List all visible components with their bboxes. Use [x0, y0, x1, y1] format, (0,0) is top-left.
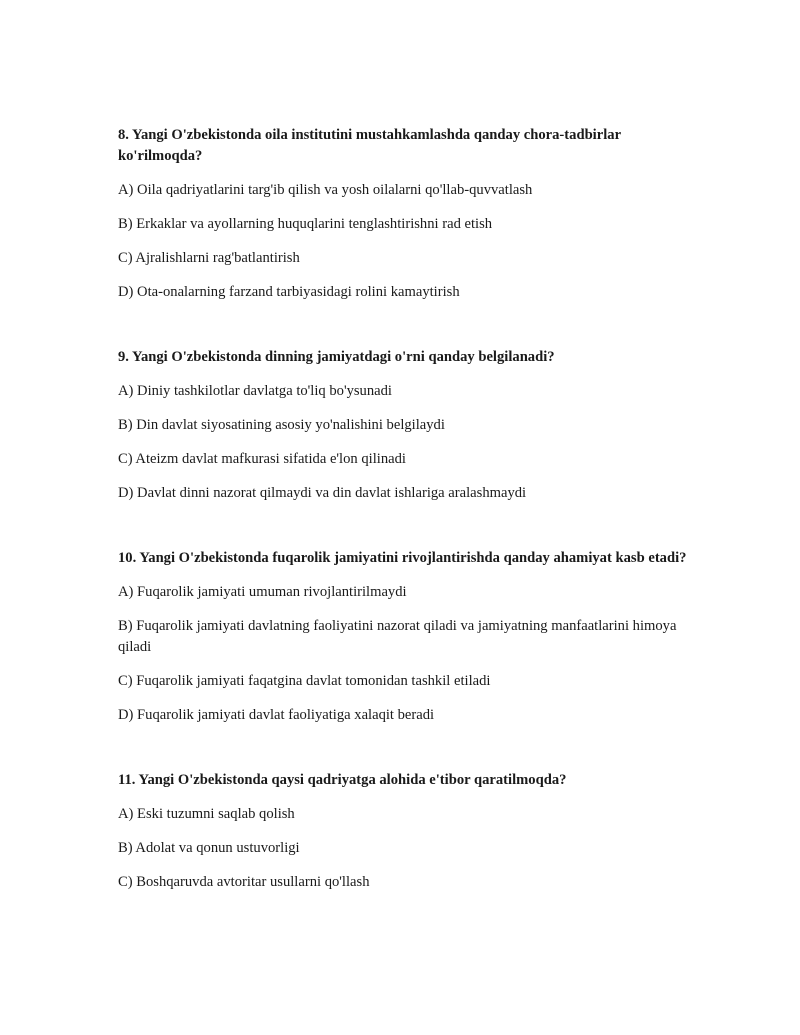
answer-option-a: A) Fuqarolik jamiyati umuman rivojlantirilmaydi: [118, 584, 407, 600]
question-10: [118, 548, 688, 726]
question-title: 11. Yangi O'zbekistonda qaysi qadriyatga alohida e'tibor qaratilmoqda?: [118, 772, 567, 788]
answer-option-b: B) Din davlat siyosatining asosiy yo'nalishini belgilaydi: [118, 417, 445, 433]
answer-option-a: A) Oila qadriyatlarini targ'ib qilish va yosh oilalarni qo'llab-quvvatlash: [118, 182, 533, 198]
answer-option-b: B) Erkaklar va ayollarning huquqlarini tenglashtirishni rad etish: [118, 216, 493, 232]
question-title: 10. Yangi O'zbekistonda fuqarolik jamiyatini rivojlantirishda qanday ahamiyat kasb etadi?: [118, 550, 687, 566]
answer-option-a: A) Eski tuzumni saqlab qolish: [118, 806, 295, 822]
answer-option-b: B) Fuqarolik jamiyati davlatning faoliyatini nazorat qiladi va jamiyatning manfaatlarini himoya qiladi: [118, 618, 677, 655]
answer-option-c: C) Boshqaruvda avtoritar usullarni qo'llash: [118, 874, 370, 890]
question-11: [118, 770, 688, 893]
answer-option-d: D) Fuqarolik jamiyati davlat faoliyatiga xalaqit beradi: [118, 707, 435, 723]
document-page: [118, 125, 688, 906]
answer-option-d: D) Davlat dinni nazorat qilmaydi va din davlat ishlariga aralashmaydi: [118, 485, 527, 501]
question-title: 8. Yangi O'zbekistonda oila institutini mustahkamlashda qanday chora-tadbirlar ko'rilmoqda?: [118, 127, 621, 164]
question-title: 9. Yangi O'zbekistonda dinning jamiyatdagi o'rni qanday belgilanadi?: [118, 349, 555, 365]
answer-option-c: C) Fuqarolik jamiyati faqatgina davlat tomonidan tashkil etiladi: [118, 673, 491, 689]
answer-option-a: A) Diniy tashkilotlar davlatga to'liq bo'ysunadi: [118, 383, 392, 399]
answer-option-c: C) Ajralishlarni rag'batlantirish: [118, 250, 300, 266]
answer-option-d: D) Ota-onalarning farzand tarbiyasidagi rolini kamaytirish: [118, 284, 460, 300]
answer-option-b: B) Adolat va qonun ustuvorligi: [118, 840, 300, 856]
question-8: [118, 125, 688, 303]
answer-option-c: C) Ateizm davlat mafkurasi sifatida e'lon qilinadi: [118, 451, 406, 467]
question-9: [118, 347, 688, 504]
